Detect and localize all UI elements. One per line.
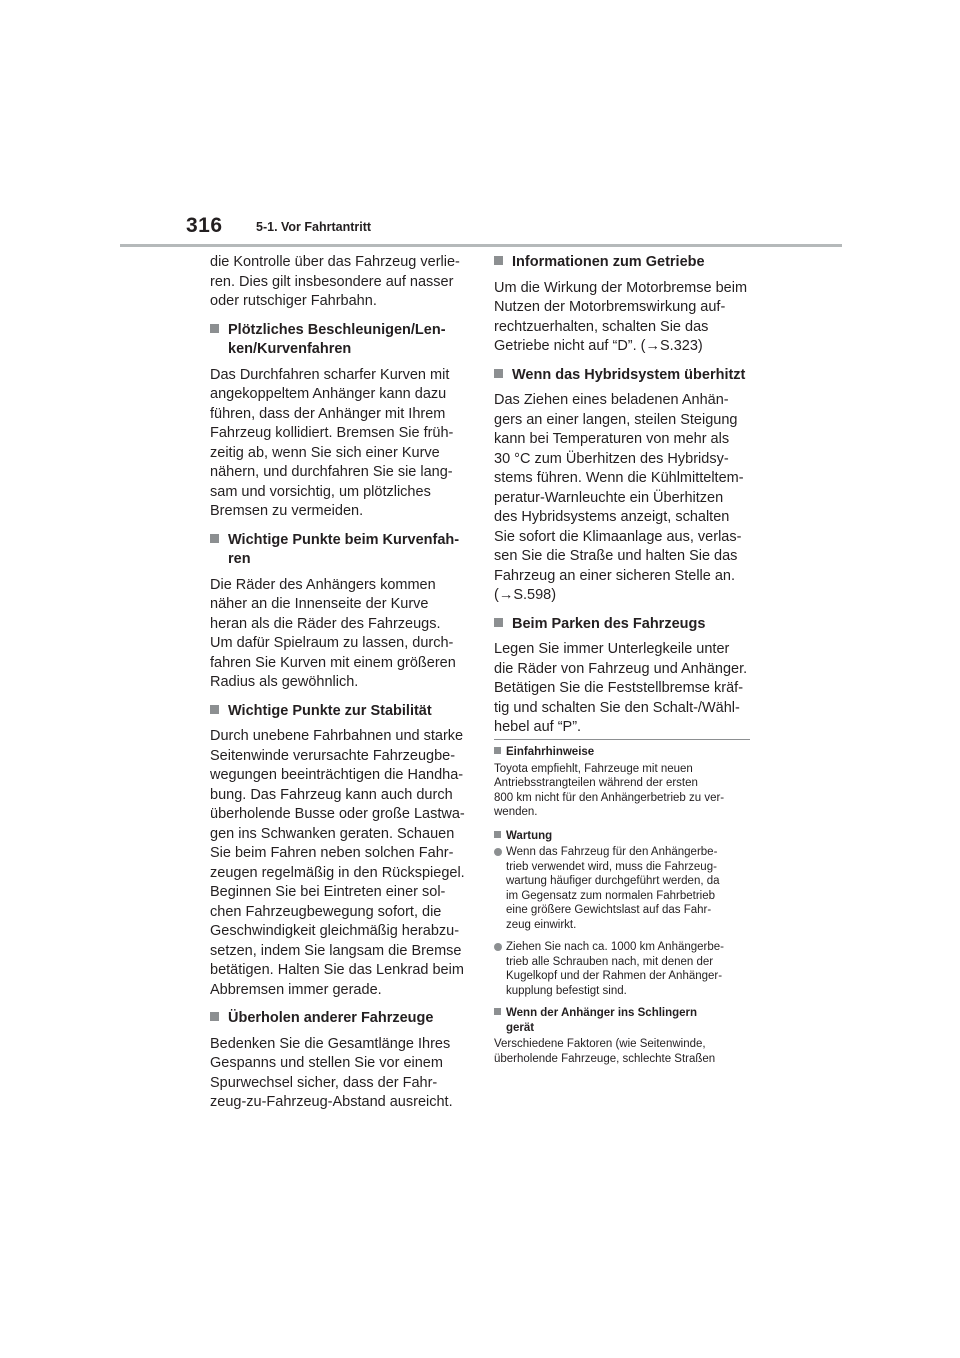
section-heading	[210, 321, 470, 360]
notes-box	[494, 739, 750, 1075]
section-heading-text: Überholen anderer Fahrzeuge	[228, 1010, 434, 1026]
section-body: Das Durchfahren scharfer Kurven mit angekoppeltem Anhänger kann dazu führen, dass der Anhänger mit Ihrem Fahrzeug kollidiert. Bremsen Sie früh- zeitig ab, wenn Sie sich einer Kurve nähern, und durchfahren Sie sie lang- sam und vorsichtig, um plötzliches Bremsen zu vermeiden.	[210, 366, 454, 519]
note-heading	[494, 829, 750, 844]
note-body: Toyota empfiehlt, Fahrzeuge mit neuen Antriebsstrangteilen während der ersten 800 km nicht für den Anhängerbetrieb zu ver- wenden.	[494, 762, 725, 818]
note-heading	[494, 745, 750, 760]
section-heading-text: Plötzliches Beschleunigen/Len- ken/Kurvenfahren	[228, 321, 446, 357]
intro-paragraph: die Kontrolle über das Fahrzeug verlie- ren. Dies gilt insbesondere auf nasser oder rutschiger Fahrbahn.	[210, 254, 460, 309]
circle-bullet-icon	[494, 848, 502, 856]
square-bullet-icon	[494, 747, 501, 754]
section-heading	[210, 531, 470, 570]
square-bullet-icon	[494, 256, 503, 265]
section-heading	[494, 366, 752, 386]
square-bullet-icon	[210, 705, 219, 714]
note-bullet-text: Ziehen Sie nach ca. 1000 km Anhängerbe- trieb alle Schrauben nach, mit denen der Kugelkopf und der Rahmen der Anhänger- kupplung befestigt sind.	[506, 941, 725, 997]
circle-bullet-icon	[494, 943, 502, 951]
note-bullet-text: Wenn das Fahrzeug für den Anhängerbe- trieb verwendet wird, muss die Fahrzeug- wartung häufiger durchgeführt werden, da im Gegensatz zum normalen Fahrbetrieb eine größere Gewichtslast auf das Fahr- zeug einwirkt.	[506, 846, 720, 931]
square-bullet-icon	[494, 1008, 501, 1015]
right-column	[494, 253, 752, 747]
section-heading	[494, 615, 752, 635]
section-body: Bedenken Sie die Gesamtlänge Ihres Gespanns und stellen Sie vor einem Spurwechsel sicher, dass der Fahr- zeug-zu-Fahrzeug-Abstand ausreicht.	[210, 1035, 453, 1110]
note-heading-text: Einfahrhinweise	[506, 746, 595, 758]
section-body: Legen Sie immer Unterlegkeile unter die Räder von Fahrzeug und Anhänger. Betätigen Sie die Feststellbremse kräf- tig und schalten Sie den Schalt-/Wähl- hebel auf “P”.	[494, 641, 748, 735]
section-heading	[494, 253, 752, 273]
square-bullet-icon	[494, 618, 503, 627]
notes-divider	[494, 739, 750, 740]
note-bullet-item	[494, 845, 750, 932]
note-heading-text: Wenn der Anhänger ins Schlingern gerät	[506, 1007, 698, 1034]
square-bullet-icon	[494, 831, 501, 838]
square-bullet-icon	[210, 1012, 219, 1021]
note-heading	[494, 1006, 750, 1035]
header-divider	[120, 244, 842, 247]
page-number: 316	[186, 214, 223, 237]
section-heading-text: Informationen zum Getriebe	[512, 254, 705, 270]
section-heading	[210, 1009, 470, 1029]
section-heading-text: Wichtige Punkte beim Kurvenfah- ren	[228, 531, 460, 567]
section-heading-text: Beim Parken des Fahrzeugs	[512, 615, 706, 632]
section-body: Die Räder des Anhängers kommen näher an die Innenseite der Kurve heran als die Räder des Fahrzeugs. Um dafür Spielraum zu lassen, durch- fahren Sie Kurven mit einem größeren Radius als gewöhnlich.	[210, 576, 456, 690]
note-bullet-item	[494, 940, 750, 998]
square-bullet-icon	[210, 534, 219, 543]
section-title: 5-1. Vor Fahrtantritt	[256, 220, 372, 234]
section-heading-text: Wichtige Punkte zur Stabilität	[228, 702, 432, 719]
section-heading-text: Wenn das Hybridsystem überhitzt	[512, 366, 746, 383]
section-body: Durch unebene Fahrbahnen und starke Seitenwinde verursachte Fahrzeugbe- wegungen beeinträchtigen die Handha- bung. Das Fahrzeug kann auch durch überholende Busse oder große Lastwa- gen ins Schwanken geraten. Schauen Sie beim Fahren neben solchen Fahr- zeugen regelmäßig in den Rückspiegel. Beginnen Sie bei Eintreten einer sol- chen Fahrzeugbewegung sofort, die Geschwindigkeit gleichmäßig herabzu- setzen, indem Sie langsam die Bremse betätigen. Halten Sie das Lenkrad beim Abbremsen immer gerade.	[210, 728, 465, 998]
section-body: Um die Wirkung der Motorbremse beim Nutzen der Motorbremswirkung auf- rechtzuerhalten, schalten Sie das Getriebe nicht auf “D”. (→S.323)	[494, 279, 748, 354]
left-column	[210, 253, 470, 1122]
note-heading-text: Wartung	[506, 829, 553, 842]
square-bullet-icon	[210, 324, 219, 333]
square-bullet-icon	[494, 369, 503, 378]
note-body: Verschiedene Faktoren (wie Seitenwinde, überholende Fahrzeuge, schlechte Straßen	[494, 1038, 716, 1065]
section-body: Das Ziehen eines beladenen Anhän- gers an einer langen, steilen Steigung kann bei Temperaturen von mehr als 30 °C zum Überhitzen des Hybridsy- stems führen. Wenn die Kühlmitteltem- peratur-Warnleuchte ein Überhitzen des Hybridsystems anzeigt, schalten Sie sofort die Klimaanlage aus, verlas- sen Sie die Straße und halten Sie das Fahrzeug an einer sicheren Stelle an. (→S.598)	[494, 392, 744, 603]
section-heading	[210, 702, 470, 722]
